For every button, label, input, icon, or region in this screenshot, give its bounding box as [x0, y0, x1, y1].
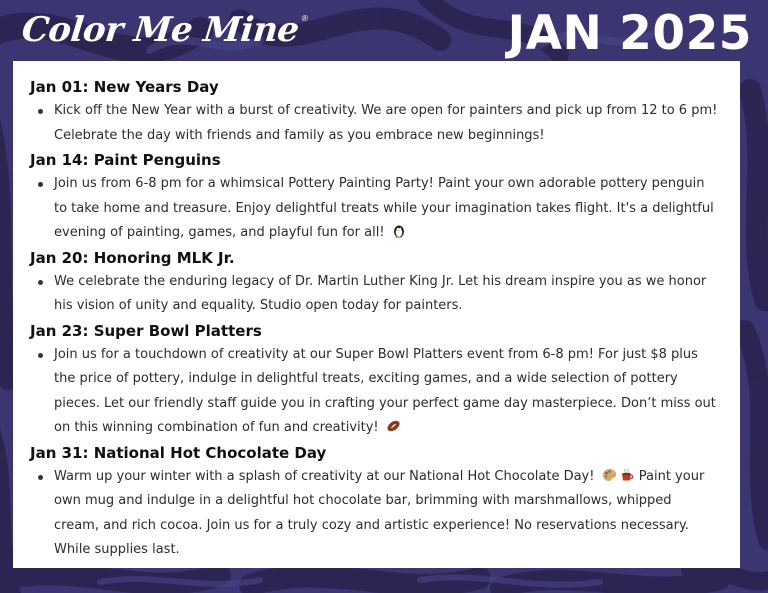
football-icon: [386, 419, 401, 433]
penguin-icon: [392, 223, 406, 238]
event-item: [13, 148, 740, 246]
event-item: [13, 246, 740, 319]
bullet-icon: [38, 353, 43, 358]
events-panel: [13, 61, 740, 568]
event-description: [13, 172, 740, 246]
event-title: Jan 01: New Years Day: [30, 78, 219, 96]
event-title: Jan 20: Honoring MLK Jr.: [30, 248, 235, 267]
bullet-icon: [38, 475, 43, 480]
hot-drink-icon: [620, 468, 635, 482]
event-description: [13, 465, 740, 563]
bullet-icon: [38, 109, 43, 114]
page-title: JAN 2025: [507, 6, 752, 61]
palette-icon: [602, 468, 617, 482]
event-list: [13, 61, 740, 563]
brand-logo: [20, 10, 309, 50]
registered-mark: ®: [300, 14, 309, 23]
event-description: [13, 343, 740, 441]
bullet-icon: [38, 182, 43, 187]
event-text-after: Paint your own mug and indulge in a delightful hot chocolate bar, brimming with marshmallows, whipped cream, and rich cocoa. Join us for a truly cozy and artistic experience! No reservations necessary. While supplies last.: [54, 468, 705, 557]
event-text: Join us from 6-8 pm for a whimsical Pottery Painting Party! Paint your own adorable pottery penguin to take home and treasure. Enjoy delightful treats while your imagination takes flight. It's a delightful evening of painting, games, and playful fun for all!: [54, 176, 714, 240]
event-title: Jan 23: Super Bowl Platters: [30, 321, 262, 340]
event-title: Jan 14: Paint Penguins: [30, 151, 221, 169]
bullet-icon: [38, 280, 43, 285]
event-title: Jan 31: National Hot Chocolate Day: [30, 443, 327, 462]
event-item: [13, 441, 740, 563]
event-item: [13, 75, 740, 148]
event-item: [13, 319, 740, 441]
event-description: [13, 99, 740, 148]
event-text-before: Warm up your winter with a splash of creativity at our National Hot Chocolate Day!: [54, 468, 595, 484]
event-text: Join us for a touchdown of creativity at our Super Bowl Platters event from 6-8 pm! For just $8 plus the price of pottery, indulge in delightful treats, exciting games, and a wide selection of pottery pieces. Let our friendly staff guide you in crafting your perfect game day masterpiece. Don’t miss out on this winning combination of fun and creativity!: [54, 346, 716, 435]
event-description: [13, 270, 740, 319]
logo-text: Color Me Mine: [19, 10, 301, 50]
event-text: We celebrate the enduring legacy of Dr. Martin Luther King Jr. Let his dream inspire you as we honor his vision of unity and equality. Studio open today for painters.: [54, 273, 707, 313]
event-text: Kick off the New Year with a burst of creativity. We are open for painters and pick up from 12 to 6 pm! Celebrate the day with friends and family as you embrace new beginnings!: [54, 103, 718, 143]
